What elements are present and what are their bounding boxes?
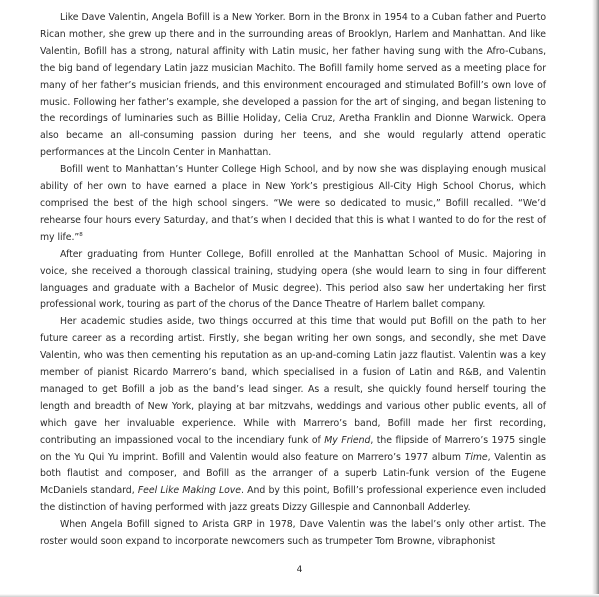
page-number: 4: [296, 565, 303, 575]
title-feel-like-making-love: Feel Like Making Love: [137, 485, 241, 497]
paragraph-2: [40, 162, 546, 247]
paragraph-4-text-b: , the flipside of Marrero’s 1975 single on the Yu Qui Yu imprint. Bofill and Valentin would also feature on Marrero’s 1977 album: [40, 434, 546, 463]
paragraph-4-text-a: Her academic studies aside, two things occurred at this time that would put Bofill on the path to her future career as a recording artist. Firstly, she began writing her own songs, and secondly, she met Dave Valentin, who was then cementing his reputation as an up-and-coming Latin jazz flautist. Valentin was a key member of pianist Ricardo Marrero’s band, which specialised in a fusion of Latin and R&B, and Valentin managed to get Bofill a job as the band’s lead singer. As a result, she quickly found herself touring the length and breadth of New York, playing at bar mitzvahs, weddings and various other public events, all of which gave her invaluable experience. While with Marrero’s band, Bofill made her first recording, contributing an impassioned vocal to the incendiary funk of: [40, 316, 546, 446]
booklet-page-text: [40, 10, 546, 551]
paragraph-1-text: Like Dave Valentin, Angela Bofill is a New Yorker. Born in the Bronx in 1954 to a Cuban father and Puerto Rican mother, she grew up there and in the surrounding areas of Brooklyn, Harlem and Manhattan. And like Valentin, Bofill has a strong, natural affinity with Latin music, her father having sung with the Afro-Cubans, the big band of legendary Latin jazz musician Machito. The Bofill family home served as a meeting place for many of her father’s musician friends, and this environment encouraged and stimulated Bofill’s own love of music. Following her father’s example, she developed a passion for the art of singing, and began listening to the recordings of luminaries such as Billie Holiday, Celia Cruz, Aretha Franklin and Dionne Warwick. Opera also became an all-consuming passion during her teens, and she would regularly attend operatic performances at the Lincoln Center in Manhattan.: [40, 12, 546, 159]
paragraph-4: [40, 314, 546, 517]
paragraph-4-text-d: . And by this point, Bofill’s professional experience even included the distinction of having performed with jazz greats Dizzy Gillespie and Cannonball Adderley.: [40, 485, 546, 514]
title-my-friend: My Friend: [324, 434, 371, 446]
paragraph-3-text: After graduating from Hunter College, Bofill enrolled at the Manhattan School of Music. Majoring in voice, she received a thorough classical training, studying opera (she would learn to sing in four different languages and graduate with a Bachelor of Music degree). This period also saw her undertaking her first professional work, touring as part of the chorus of the Dance Theatre of Harlem ballet company.: [40, 248, 546, 311]
paragraph-4-text-c: , Valentin as both flautist and composer, and Bofill as the arranger of a superb Latin-funk version of the Eugene McDaniels standard,: [40, 451, 546, 497]
paragraph-3: [40, 247, 546, 315]
paragraph-2-text: Bofill went to Manhattan’s Hunter College High School, and by now she was displaying enough musical ability of her own to have earned a place in New York’s prestigious All-City High School Chorus, which comprised the best of the high school singers. “We were so dedicated to music,” Bofill recalled. “We’d rehearse four hours every Saturday, and that’s when I decided that this is what I wanted to do for the rest of my life.”: [40, 164, 546, 243]
paragraph-5: [40, 517, 546, 551]
paragraph-1: [40, 10, 546, 162]
title-time: Time: [464, 451, 488, 463]
footnote-marker: 8: [79, 231, 83, 238]
page-edge-shadow: [592, 0, 599, 597]
paragraph-5-text: When Angela Bofill signed to Arista GRP in 1978, Dave Valentin was the label’s only other artist. The roster would soon expand to incorporate newcomers such as trumpeter Tom Browne, vibraphonist: [40, 519, 546, 548]
